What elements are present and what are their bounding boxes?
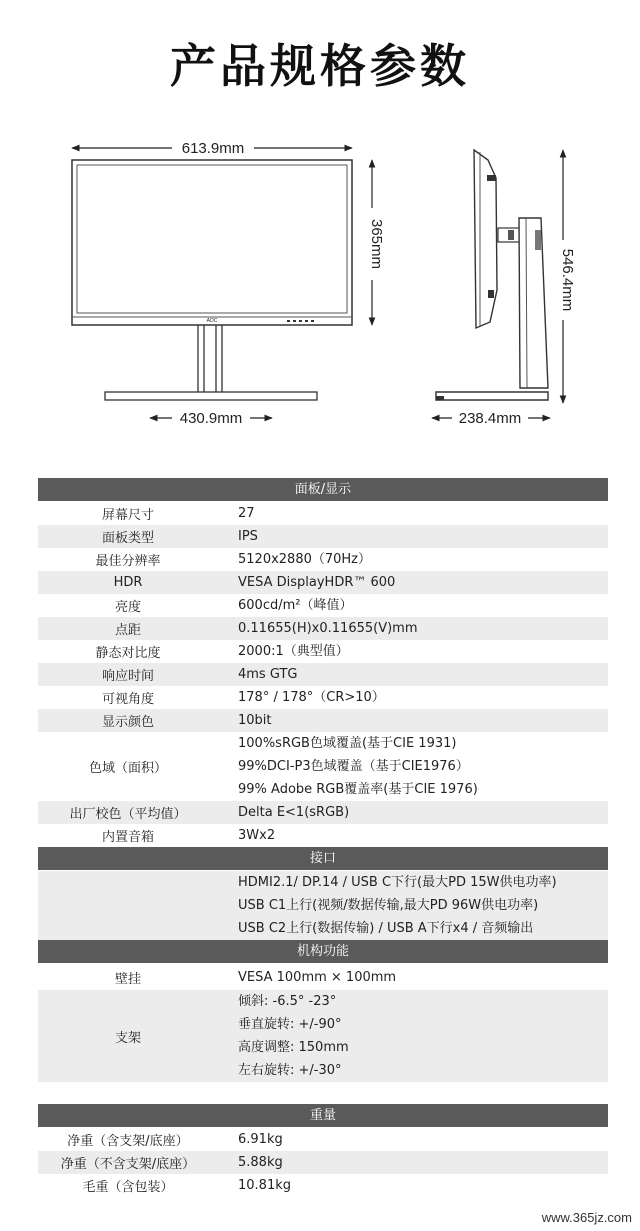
- table-row: [38, 1174, 608, 1197]
- row-label: 净重（不含支架/底座）: [60, 1157, 196, 1172]
- row-value: 垂直旋转: +/-90°: [238, 1017, 342, 1032]
- row-label: 支架: [114, 1030, 141, 1046]
- row-label: 出厂校色（平均值）: [69, 807, 187, 822]
- row-label: 色域（面积）: [88, 761, 167, 776]
- table-row: [38, 732, 608, 801]
- section-header-weight: 重量: [38, 1104, 608, 1127]
- table-row: [38, 1128, 608, 1151]
- table-row: [38, 801, 608, 824]
- row-value: VESA 100mm × 100mm: [238, 969, 397, 985]
- table-row: [38, 525, 608, 548]
- width-dimension-label: 613.9mm: [181, 140, 245, 157]
- table-row: [38, 871, 608, 940]
- table-row: [38, 686, 608, 709]
- row-label: 净重（含支架/底座）: [67, 1134, 189, 1149]
- page-title: 产品规格参数: [170, 39, 470, 93]
- row-label: 壁挂: [114, 971, 141, 987]
- row-value: 5120x2880（70Hz）: [238, 552, 372, 567]
- row-value: 600cd/m²（峰值）: [238, 598, 353, 613]
- row-value: 左右旋转: +/-30°: [238, 1063, 342, 1078]
- row-value: VESA DisplayHDR™ 600: [238, 575, 396, 590]
- table-row: [38, 663, 608, 686]
- row-label: 内置音箱: [101, 830, 154, 845]
- row-label: 面板类型: [101, 531, 154, 546]
- table-row: [38, 594, 608, 617]
- base-width-dimension-label: 430.9mm: [179, 410, 243, 427]
- table-row: [38, 640, 608, 663]
- row-label: 屏幕尺寸: [101, 508, 154, 523]
- row-value: 2000:1（典型值）: [238, 644, 349, 659]
- table-row: [38, 617, 608, 640]
- row-value: HDMI2.1/ DP.14 / USB C下行(最大PD 15W供电功率): [238, 875, 557, 890]
- row-label: HDR: [113, 575, 143, 590]
- row-value: 99%DCI-P3色域覆盖（基于CIE1976）: [238, 759, 469, 774]
- row-value: 10.81kg: [238, 1178, 291, 1193]
- row-label: 响应时间: [101, 669, 154, 684]
- side-view-monitor: [436, 150, 548, 400]
- row-value: 5.88kg: [238, 1155, 283, 1170]
- section-header-ports: 接口: [38, 847, 608, 870]
- watermark: www.365jz.com: [541, 1210, 632, 1225]
- row-value: 0.11655(H)x0.11655(V)mm: [238, 621, 418, 636]
- table-row: [38, 1151, 608, 1174]
- row-label: 可视角度: [101, 692, 154, 707]
- row-value: 99% Adobe RGB覆盖率(基于CIE 1976): [238, 782, 478, 797]
- depth-dimension-label: 238.4mm: [458, 410, 522, 427]
- front-view-monitor: [72, 160, 352, 400]
- screen-height-dimension-label: 365mm: [368, 218, 385, 270]
- row-value: 4ms GTG: [238, 667, 298, 682]
- row-label: 最佳分辨率: [95, 554, 161, 569]
- monitor-logo: AOC: [206, 318, 218, 324]
- row-label: 点距: [114, 623, 141, 638]
- row-value: 倾斜: -6.5° -23°: [238, 994, 337, 1009]
- spec-table: [38, 478, 608, 1197]
- table-row: [38, 709, 608, 732]
- table-row: [38, 964, 608, 990]
- dimension-diagram: [0, 120, 640, 440]
- row-value: IPS: [238, 529, 258, 544]
- row-value: Delta E<1(sRGB): [238, 805, 350, 820]
- row-label: 毛重（含包装）: [82, 1180, 174, 1195]
- row-label: 显示颜色: [101, 715, 154, 730]
- row-value: 3Wx2: [238, 828, 276, 843]
- table-row: [38, 548, 608, 571]
- row-label: 静态对比度: [95, 646, 161, 661]
- row-value: 27: [238, 506, 255, 521]
- table-row: [38, 571, 608, 594]
- section-header-panel: 面板/显示: [38, 478, 608, 501]
- row-value: USB C1上行(视频/数据传输,最大PD 96W供电功率): [238, 898, 539, 913]
- row-label: 亮度: [114, 600, 141, 615]
- row-value: 10bit: [238, 713, 272, 728]
- row-value: 100%sRGB色域覆盖(基于CIE 1931): [238, 736, 457, 751]
- row-value: USB C2上行(数据传输) / USB A下行x4 / 音频输出: [238, 921, 534, 936]
- table-row: [38, 990, 608, 1082]
- row-value: 6.91kg: [238, 1132, 283, 1147]
- total-height-dimension-label: 546.4mm: [559, 248, 576, 312]
- table-row: [38, 502, 608, 525]
- table-row: [38, 824, 608, 847]
- row-label: [38, 871, 218, 940]
- section-header-mechanical: 机构功能: [38, 940, 608, 963]
- row-value: 178° / 178°（CR>10）: [238, 690, 385, 705]
- row-value: 高度调整: 150mm: [238, 1040, 349, 1055]
